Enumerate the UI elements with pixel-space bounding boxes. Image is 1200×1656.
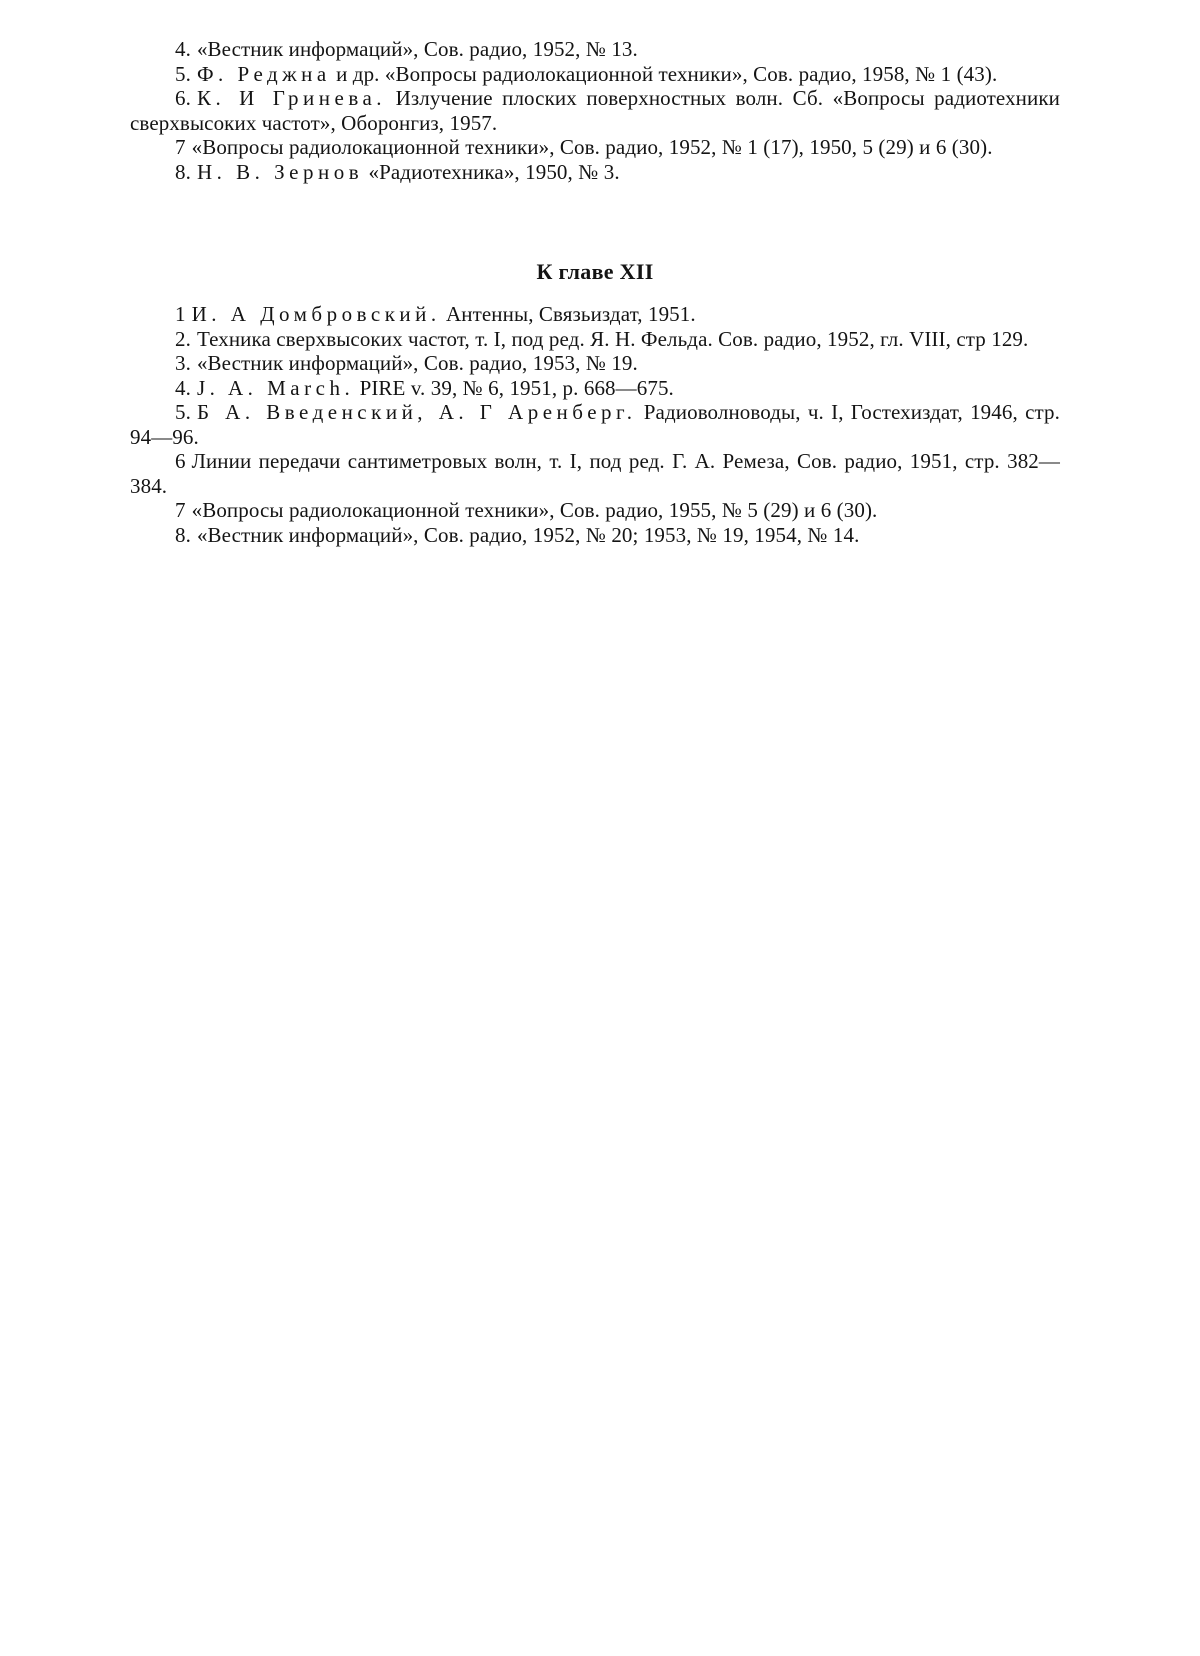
reference-item: [130, 400, 1060, 449]
reference-text: «Вестник информаций», Сов. радио, 1953, № 19.: [196, 351, 638, 375]
reference-text: Техника сверхвысоких частот, т. I, под ред. Я. Н. Фельда. Сов. радио, 1952, гл. VIII, стр 129.: [196, 326, 1029, 351]
reference-number: 6: [175, 449, 186, 473]
reference-number: 1: [175, 302, 186, 326]
reference-number: 3.: [175, 351, 191, 375]
reference-text: «Вестник информаций», Сов. радио, 1952, № 13.: [196, 37, 638, 61]
reference-author: J. A. March.: [196, 375, 355, 400]
reference-number: 8.: [175, 522, 191, 547]
reference-item: [130, 62, 1060, 87]
reference-author: К. И Гринева.: [196, 86, 387, 110]
reference-text: Радиоволноводы, ч. I, Гостехиздат, 1946, стр. 94—96.: [130, 400, 1060, 449]
reference-text: Излучение плоских поверхностных волн. Сб. «Вопросы радиотехники сверхвысоких частот», Оборонгиз, 1957.: [130, 86, 1060, 135]
reference-number: 7: [175, 135, 186, 159]
reference-item: [130, 135, 1060, 160]
reference-text: «Вестник информаций», Сов. радио, 1952, № 20; 1953, № 19, 1954, № 14.: [196, 522, 860, 547]
reference-text: «Вопросы радиолокационной техники», Сов. радио, 1952, № 1 (17), 1950, 5 (29) и 6 (30).: [191, 135, 993, 159]
reference-item: [130, 86, 1060, 135]
references-list-chapter-xi-end: [130, 37, 1060, 184]
reference-number: 5.: [175, 400, 191, 424]
reference-item: [130, 376, 1060, 401]
reference-text: Линии передачи сантиметровых волн, т. I, под ред. Г. А. Ремеза, Сов. радио, 1951, стр. 382—384.: [130, 449, 1060, 498]
reference-number: 8.: [175, 159, 191, 184]
reference-number: 4.: [175, 37, 191, 61]
reference-number: 6.: [175, 86, 191, 110]
reference-item: [130, 351, 1060, 376]
reference-number: 2.: [175, 326, 191, 351]
reference-text: PIRE v. 39, № 6, 1951, p. 668—675.: [359, 375, 674, 400]
reference-item: [130, 449, 1060, 498]
section-heading: К главе XII: [536, 259, 654, 284]
references-list-chapter-xii: [130, 302, 1060, 547]
reference-text: и др. «Вопросы радиолокационной техники», Сов. радио, 1958, № 1 (43).: [336, 61, 998, 86]
reference-number: 4.: [175, 375, 191, 400]
reference-item: [130, 498, 1060, 523]
reference-text: «Вопросы радиолокационной техники», Сов. радио, 1955, № 5 (29) и 6 (30).: [191, 498, 878, 522]
reference-number: 7: [175, 498, 186, 522]
reference-author: Б А. Введенский, А. Г Аренберг.: [196, 400, 637, 424]
reference-author: Ф. Реджна: [196, 61, 331, 86]
reference-item: [130, 37, 1060, 62]
reference-text: «Радиотехника», 1950, № 3.: [368, 159, 620, 184]
reference-item: [130, 160, 1060, 185]
reference-item: [130, 327, 1060, 352]
reference-author: И. А Домбровский.: [191, 302, 441, 326]
reference-author: Н. В. Зернов: [196, 159, 364, 184]
reference-item: [130, 523, 1060, 548]
reference-number: 5.: [175, 61, 191, 86]
reference-item: [130, 302, 1060, 327]
reference-text: Антенны, Связьиздат, 1951.: [446, 302, 696, 326]
